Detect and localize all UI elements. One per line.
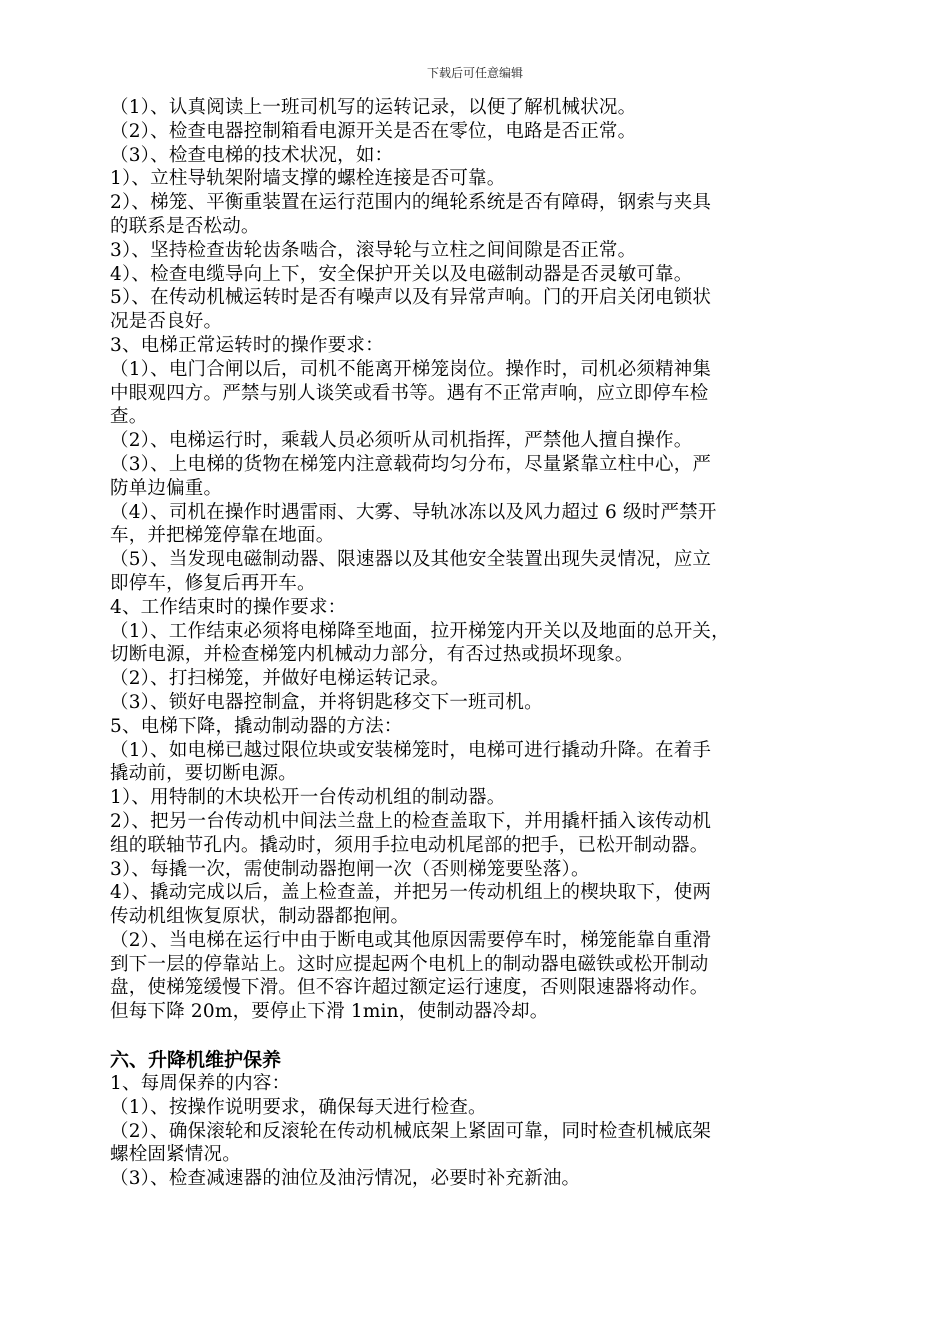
text-line: （1）、如电梯已越过限位块或安装梯笼时，电梯可进行撬动升降。在着手 [110, 739, 712, 761]
text-line: 螺栓固紧情况。 [110, 1144, 241, 1166]
text-line: （2）、检查电器控制箱看电源开关是否在零位，电路是否正常。 [110, 120, 637, 142]
text-line: 到下一层的停靠站上。这时应提起两个电机上的制动器电磁铁或松开制动 [110, 953, 709, 975]
text-line: 1、每周保养的内容： [110, 1073, 291, 1095]
page-header: 下载后可任意编辑 [426, 66, 523, 80]
text-line: 4）、撬动完成以后，盖上检查盖，并把另一传动机组上的楔块取下，使两 [110, 882, 712, 904]
text-line: 2）、把另一台传动机中间法兰盘上的检查盖取下，并用撬杆插入该传动机 [110, 810, 712, 832]
text-line: 的联系是否松动。 [110, 215, 260, 237]
text-line: （5）、当发现电磁制动器、限速器以及其他安全装置出现失灵情况，应立 [110, 549, 712, 571]
text-line: 3）、每撬一次，需使制动器抱闸一次（否则梯笼要坠落）。 [110, 858, 590, 880]
text-line: （2）、电梯运行时，乘载人员必须听从司机指挥，严禁他人擅自操作。 [110, 430, 693, 452]
text-line: 1）、立柱导轨架附墙支撑的螺栓连接是否可靠。 [110, 168, 506, 190]
text-line: 4、工作结束时的操作要求： [110, 596, 347, 618]
text-line: 况是否良好。 [110, 311, 223, 333]
text-line: 撬动前，要切断电源。 [110, 763, 298, 785]
text-line: 车，并把梯笼停靠在地面。 [110, 525, 335, 547]
text-line: （3）、检查电梯的技术状况，如： [110, 144, 394, 166]
document-body [110, 96, 850, 1191]
text-line: 即停车，修复后再开车。 [110, 572, 316, 594]
text-line: 3）、坚持检查齿轮齿条啮合，滚导轮与立柱之间间隙是否正常。 [110, 239, 637, 261]
text-line: （3）、上电梯的货物在梯笼内注意载荷均匀分布，尽量紧靠立柱中心，严 [110, 453, 712, 475]
text-line: （1）、工作结束必须将电梯降至地面，拉开梯笼内开关以及地面的总开关， [110, 620, 730, 642]
section-spacer [110, 1024, 850, 1048]
text-line: （3）、检查减速器的油位及油污情况，必要时补充新油。 [110, 1168, 581, 1190]
text-line: 3、电梯正常运转时的操作要求： [110, 334, 384, 356]
text-line: （1）、认真阅读上一班司机写的运转记录，以便了解机械状况。 [110, 97, 637, 118]
text-line: 防单边偏重。 [110, 477, 223, 499]
text-line: 2）、梯笼、平衡重装置在运行范围内的绳轮系统是否有障碍，钢索与夹具 [110, 192, 712, 214]
section-heading: 六、升降机维护保养 [110, 1049, 282, 1072]
text-line: 传动机组恢复原状，制动器都抱闸。 [110, 906, 410, 928]
text-line: （2）、确保滚轮和反滚轮在传动机械底架上紧固可靠，同时检查机械底架 [110, 1120, 712, 1142]
text-line: 5）、在传动机械运转时是否有噪声以及有异常声响。门的开启关闭电锁状 [110, 287, 712, 309]
text-line: 5、电梯下降，撬动制动器的方法： [110, 715, 403, 737]
text-line: 但每下降 20m，要停止下滑 1min，使制动器冷却。 [110, 1001, 549, 1023]
text-line: （2）、当电梯在运行中由于断电或其他原因需要停车时，梯笼能靠自重滑 [110, 929, 712, 951]
text-line: 1）、用特制的木块松开一台传动机组的制动器。 [110, 787, 506, 809]
text-line: 切断电源，并检查梯笼内机械动力部分，有否过热或损坏现象。 [110, 644, 634, 666]
text-line: 查。 [110, 406, 148, 428]
text-line: 盘，使梯笼缓慢下滑。但不容许超过额定运行速度，否则限速器将动作。 [110, 977, 709, 999]
text-line: （2）、打扫梯笼，并做好电梯运转记录。 [110, 668, 450, 690]
text-line: 4）、检查电缆导向上下，安全保护开关以及电磁制动器是否灵敏可靠。 [110, 263, 693, 285]
text-line: （1）、电门合闸以后，司机不能离开梯笼岗位。操作时，司机必须精神集 [110, 358, 712, 380]
text-line: （1）、按操作说明要求，确保每天进行检查。 [110, 1096, 487, 1118]
text-line: 中眼观四方。严禁与别人谈笑或看书等。遇有不正常声响，应立即停车检 [110, 382, 709, 404]
text-line: 组的联轴节孔内。撬动时，须用手拉电动机尾部的把手，已松开制动器。 [110, 834, 709, 856]
text-line: （3）、锁好电器控制盒，并将钥匙移交下一班司机。 [110, 691, 543, 713]
paragraph-block [110, 96, 850, 1024]
section-paragraph-block [110, 1072, 850, 1191]
text-line: （4）、司机在操作时遇雷雨、大雾、导轨冰冻以及风力超过 6 级时严禁开 [110, 501, 717, 523]
